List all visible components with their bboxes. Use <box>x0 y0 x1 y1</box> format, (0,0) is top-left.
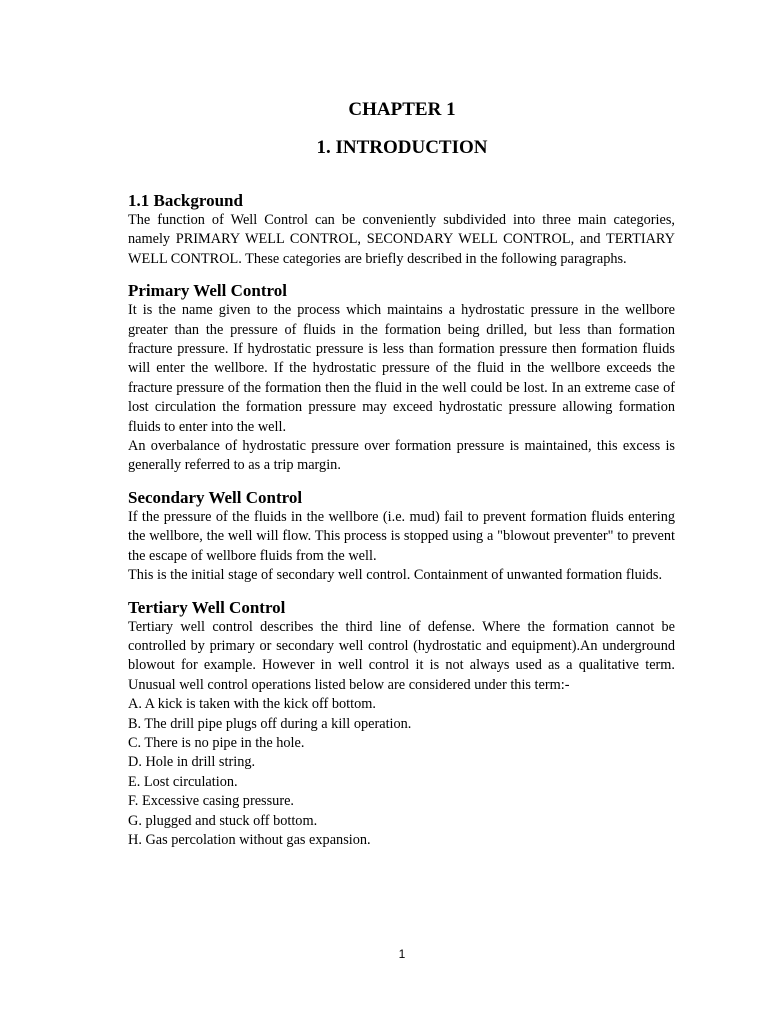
list-item: B. The drill pipe plugs off during a kill operation. <box>128 715 412 732</box>
list-item: C. There is no pipe in the hole. <box>128 734 305 751</box>
list-item: E. Lost circulation. <box>128 773 238 790</box>
chapter-title: CHAPTER 1 <box>348 99 456 120</box>
list-item: F. Excessive casing pressure. <box>128 793 295 810</box>
primary-paragraph-2: An overbalance of hydrostatic pressure over formation pressure is maintained, this excess is generally referred to as a trip margin. <box>128 438 675 474</box>
list-item: G. plugged and stuck off bottom. <box>128 812 318 829</box>
section-heading-background: 1.1 Background <box>128 191 243 210</box>
tertiary-paragraph: Tertiary well control describes the third line of defense. Where the formation cannot be controlled by primary or secondary well control (hydrostatic and equipment).An underground blowout for example. However in well control it is not always used as a qualitative term. Unusual well control operations listed below are considered under this term:- <box>128 618 675 693</box>
secondary-paragraph-1: If the pressure of the fluids in the wellbore (i.e. mud) fail to prevent formation fluids entering the wellbore, the well will flow. This process is stopped using a "blowout preventer" to prevent the escape of wellbore fluids from the well. <box>128 508 675 564</box>
page-number: 1 <box>398 947 406 961</box>
list-item: D. Hole in drill string. <box>128 754 256 771</box>
document-body <box>128 191 675 850</box>
section-heading-tertiary-well-control: Tertiary Well Control <box>128 597 286 617</box>
list-item: A. A kick is taken with the kick off bottom. <box>128 696 376 713</box>
tertiary-operations-list <box>128 695 675 850</box>
section-heading-primary-well-control: Primary Well Control <box>128 281 287 301</box>
chapter-subtitle: 1. INTRODUCTION <box>316 137 488 158</box>
section-heading-secondary-well-control: Secondary Well Control <box>128 487 303 507</box>
list-item: H. Gas percolation without gas expansion. <box>128 831 371 848</box>
primary-paragraph-1: It is the name given to the process which maintains a hydrostatic pressure in the wellbore greater than the pressure of fluids in the formation being drilled, but less than formation fracture pressure. If hydrostatic pressure is less than formation pressure then formation fluids will enter the wellbore. If the hydrostatic pressure of the fluid in the wellbore exceeds the fracture pressure of the formation then the fluid in the well could be lost. In an extreme case of lost circulation the formation pressure may exceed hydrostatic pressure allowing formation fluids to enter into the well. <box>128 302 675 435</box>
secondary-paragraph-2: This is the initial stage of secondary well control. Containment of unwanted formation fluids. <box>128 567 663 584</box>
background-paragraph: The function of Well Control can be conveniently subdivided into three main categories, namely PRIMARY WELL CONTROL, SECONDARY WELL CONTROL, and TERTIARY WELL CONTROL. These categories are briefly described in the following paragraphs. <box>128 212 675 267</box>
